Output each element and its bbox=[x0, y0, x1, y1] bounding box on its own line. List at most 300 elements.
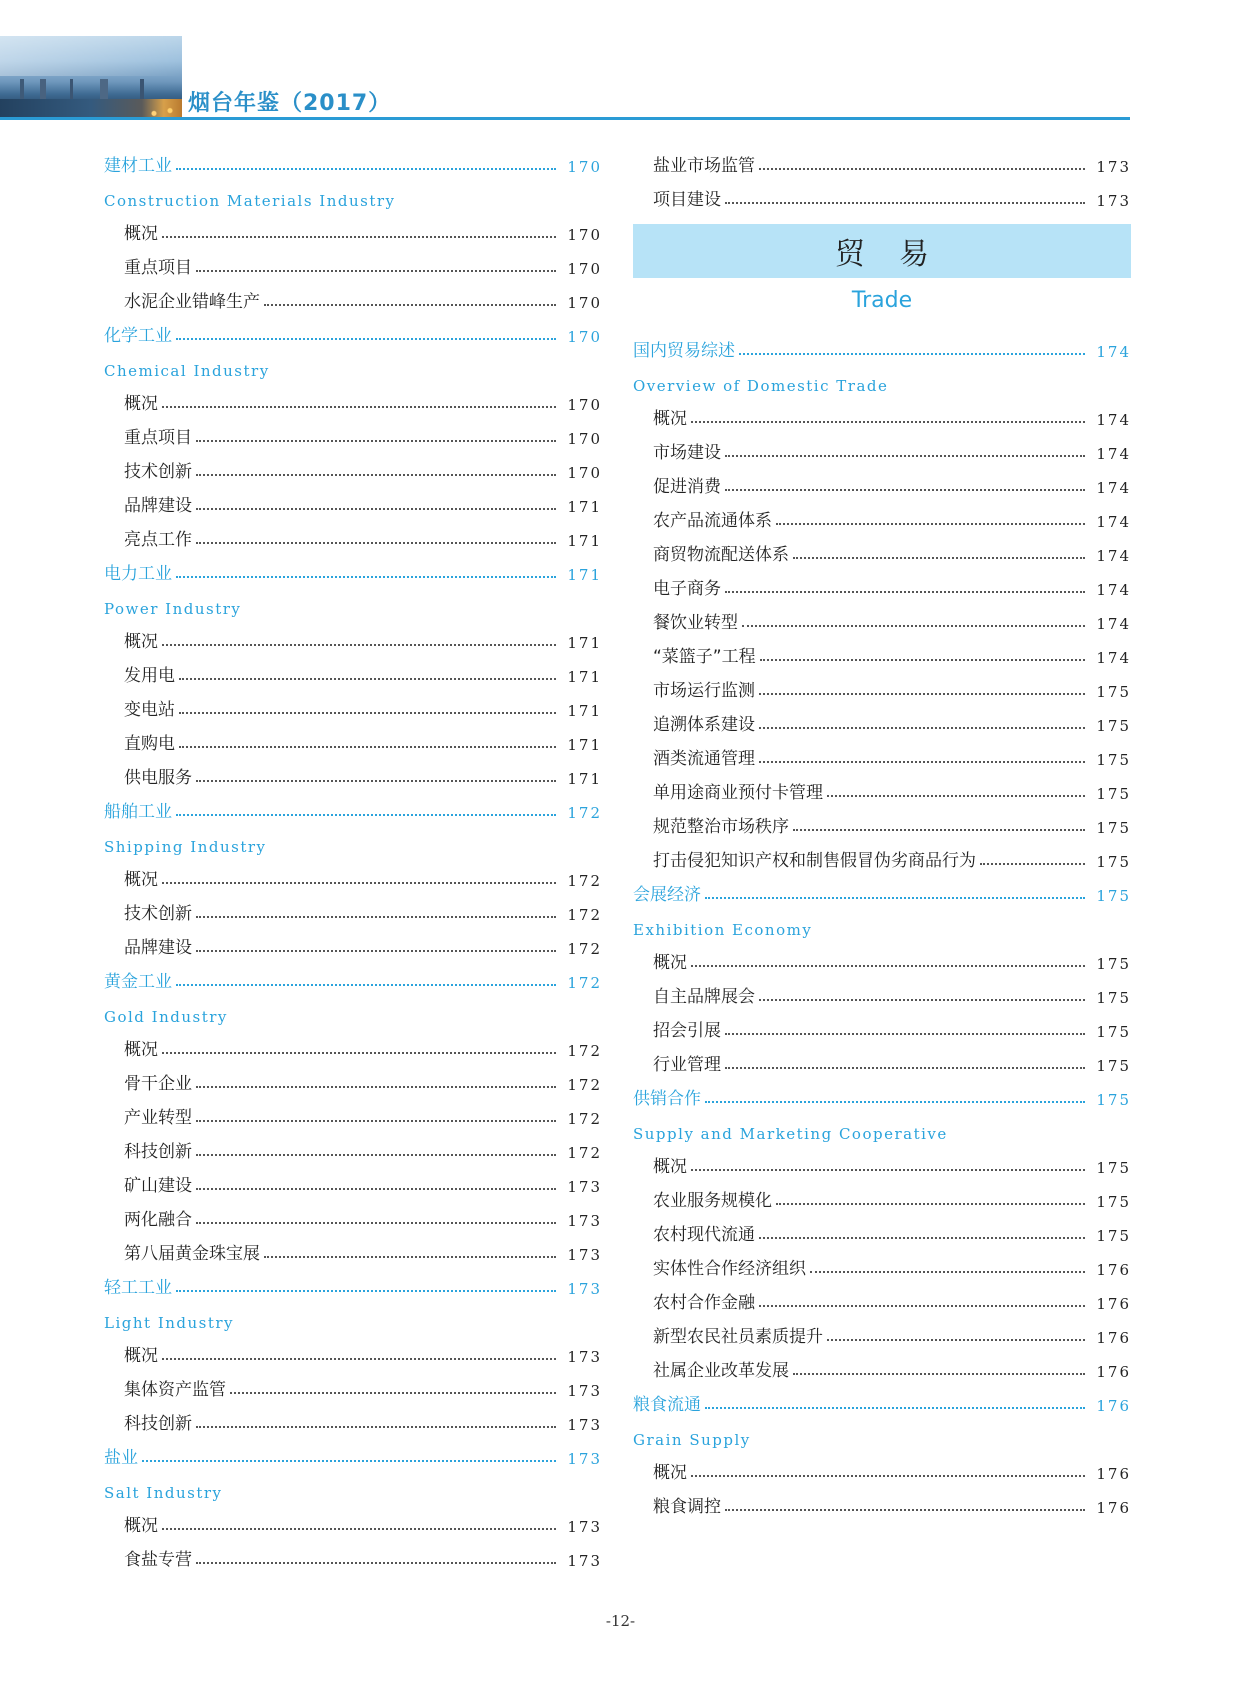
toc-section-entry[interactable] bbox=[633, 1075, 1131, 1109]
toc-section-english-title bbox=[633, 905, 1131, 939]
toc-section-entry[interactable] bbox=[633, 871, 1131, 905]
toc-section-english-title bbox=[104, 176, 602, 210]
dot-leader bbox=[162, 644, 556, 646]
dot-leader bbox=[162, 1358, 556, 1360]
dot-leader bbox=[196, 1426, 556, 1428]
dot-leader bbox=[827, 1339, 1085, 1341]
toc-entry-label: 酒类流通管理 bbox=[653, 749, 755, 769]
toc-entry-label: 黄金工业 bbox=[104, 972, 172, 992]
toc-entry-label: 粮食流通 bbox=[633, 1395, 701, 1415]
toc-entry-label: 概况 bbox=[124, 394, 158, 414]
toc-entry-label: Power Industry bbox=[104, 600, 242, 618]
toc-entry[interactable] bbox=[633, 1449, 1131, 1483]
toc-page-number: 170 bbox=[567, 158, 602, 176]
dot-leader bbox=[705, 1407, 1085, 1409]
dot-leader bbox=[196, 916, 556, 918]
toc-entry[interactable] bbox=[633, 1245, 1131, 1279]
toc-entry-label: Exhibition Economy bbox=[633, 921, 813, 939]
toc-page-number: 175 bbox=[1096, 955, 1131, 973]
dot-leader bbox=[759, 1237, 1085, 1239]
section-title: 贸易 bbox=[835, 237, 963, 272]
toc-entry[interactable] bbox=[104, 1502, 602, 1536]
toc-section-entry[interactable] bbox=[104, 312, 602, 346]
toc-entry-label: Supply and Marketing Cooperative bbox=[633, 1125, 948, 1143]
toc-entry-label: 两化融合 bbox=[124, 1210, 192, 1230]
dot-leader bbox=[742, 625, 1085, 627]
toc-page-number: 175 bbox=[1096, 1159, 1131, 1177]
toc-entry[interactable] bbox=[104, 1162, 602, 1196]
toc-entry[interactable] bbox=[633, 142, 1131, 176]
toc-entry[interactable] bbox=[104, 1230, 602, 1264]
toc-entry-label: 科技创新 bbox=[124, 1142, 192, 1162]
toc-entry[interactable] bbox=[104, 1060, 602, 1094]
toc-page-number: 175 bbox=[1096, 683, 1131, 701]
toc-entry[interactable] bbox=[633, 463, 1131, 497]
toc-entry-label: 概况 bbox=[653, 409, 687, 429]
toc-entry[interactable] bbox=[104, 1196, 602, 1230]
toc-page-number: 175 bbox=[1096, 819, 1131, 837]
toc-left-column bbox=[104, 142, 602, 1570]
toc-entry-label: 重点项目 bbox=[124, 258, 192, 278]
toc-page-number: 174 bbox=[1096, 547, 1131, 565]
toc-section-english-title bbox=[633, 361, 1131, 395]
dot-leader bbox=[705, 897, 1085, 899]
toc-entry[interactable] bbox=[633, 1007, 1131, 1041]
toc-entry-label: 追溯体系建设 bbox=[653, 715, 755, 735]
toc-entry-label: Construction Materials Industry bbox=[104, 192, 396, 210]
toc-entry[interactable] bbox=[633, 395, 1131, 429]
toc-entry[interactable] bbox=[104, 1094, 602, 1128]
toc-entry-label: 餐饮业转型 bbox=[653, 613, 738, 633]
toc-page-number: 173 bbox=[567, 1382, 602, 1400]
section-banner-trade bbox=[633, 224, 1131, 278]
toc-page-number: 175 bbox=[1096, 1057, 1131, 1075]
toc-entry-label: 农业服务规模化 bbox=[653, 1191, 772, 1211]
toc-entry-label: 国内贸易综述 bbox=[633, 341, 735, 361]
toc-page-number: 176 bbox=[1096, 1261, 1131, 1279]
toc-page-number: 171 bbox=[567, 770, 602, 788]
toc-entry[interactable] bbox=[104, 1332, 602, 1366]
toc-section-entry[interactable] bbox=[633, 1381, 1131, 1415]
toc-page-number: 175 bbox=[1096, 1227, 1131, 1245]
toc-section-entry[interactable] bbox=[104, 788, 602, 822]
toc-entry[interactable] bbox=[633, 429, 1131, 463]
toc-entry-label: 变电站 bbox=[124, 700, 175, 720]
toc-entry-label: 概况 bbox=[124, 870, 158, 890]
toc-entry[interactable] bbox=[104, 1536, 602, 1570]
toc-entry-label: Shipping Industry bbox=[104, 838, 267, 856]
dot-leader bbox=[196, 1188, 556, 1190]
page-number: -12- bbox=[605, 1612, 636, 1630]
dot-leader bbox=[176, 338, 556, 340]
dot-leader bbox=[759, 727, 1085, 729]
toc-page-number: 172 bbox=[567, 974, 602, 992]
dot-leader bbox=[691, 1169, 1085, 1171]
dot-leader bbox=[776, 523, 1085, 525]
toc-entry-label: Light Industry bbox=[104, 1314, 235, 1332]
toc-entry-label: 科技创新 bbox=[124, 1414, 192, 1434]
toc-page-number: 176 bbox=[1096, 1295, 1131, 1313]
toc-entry-label: 电力工业 bbox=[104, 564, 172, 584]
toc-entry-label: 供电服务 bbox=[124, 768, 192, 788]
toc-page-number: 170 bbox=[567, 430, 602, 448]
toc-right-column bbox=[633, 142, 1131, 1517]
toc-entry-label: 农村现代流通 bbox=[653, 1225, 755, 1245]
dot-leader bbox=[759, 761, 1085, 763]
dot-leader bbox=[179, 746, 556, 748]
dot-leader bbox=[776, 1203, 1085, 1205]
dot-leader bbox=[264, 304, 556, 306]
toc-section-entry[interactable] bbox=[104, 142, 602, 176]
dot-leader bbox=[176, 814, 556, 816]
toc-entry-label: 水泥企业错峰生产 bbox=[124, 292, 260, 312]
toc-section-entry[interactable] bbox=[104, 550, 602, 584]
toc-entry-label: 重点项目 bbox=[124, 428, 192, 448]
toc-entry-label: 新型农民社员素质提升 bbox=[653, 1327, 823, 1347]
toc-page-number: 175 bbox=[1096, 1023, 1131, 1041]
toc-entry-label: 电子商务 bbox=[653, 579, 721, 599]
toc-page-number: 171 bbox=[567, 736, 602, 754]
toc-page-number: 175 bbox=[1096, 717, 1131, 735]
dot-leader bbox=[196, 1222, 556, 1224]
toc-page-number: 176 bbox=[1096, 1465, 1131, 1483]
toc-entry-label: 项目建设 bbox=[653, 190, 721, 210]
toc-entry-label: 概况 bbox=[124, 224, 158, 244]
dot-leader bbox=[179, 678, 556, 680]
toc-page-number: 172 bbox=[567, 1144, 602, 1162]
toc-section-english-title bbox=[633, 1415, 1131, 1449]
toc-entry[interactable] bbox=[633, 1483, 1131, 1517]
toc-entry[interactable] bbox=[633, 1177, 1131, 1211]
toc-entry-label: Grain Supply bbox=[633, 1431, 751, 1449]
toc-entry-label: Overview of Domestic Trade bbox=[633, 377, 889, 395]
dot-leader bbox=[725, 489, 1085, 491]
toc-section-english-title bbox=[104, 822, 602, 856]
toc-entry[interactable] bbox=[633, 176, 1131, 210]
toc-page-number: 173 bbox=[567, 1178, 602, 1196]
toc-page-number: 172 bbox=[567, 804, 602, 822]
toc-page-number: 174 bbox=[1096, 615, 1131, 633]
section-subtitle: Trade bbox=[851, 288, 913, 313]
city-skyline-photo bbox=[0, 36, 182, 119]
toc-entry-label: 盐业 bbox=[104, 1448, 138, 1468]
dot-leader bbox=[179, 712, 556, 714]
toc-page-number: 170 bbox=[567, 396, 602, 414]
toc-page-number: 171 bbox=[567, 566, 602, 584]
dot-leader bbox=[196, 508, 556, 510]
yearbook-title: 烟台年鉴（2017） bbox=[188, 91, 392, 116]
toc-page-number: 175 bbox=[1096, 1193, 1131, 1211]
toc-entry-label: 打击侵犯知识产权和制售假冒伪劣商品行为 bbox=[653, 851, 976, 871]
dot-leader bbox=[162, 882, 556, 884]
toc-entry[interactable] bbox=[633, 1279, 1131, 1313]
toc-entry-label: 产业转型 bbox=[124, 1108, 192, 1128]
toc-entry-label: 概况 bbox=[653, 1463, 687, 1483]
toc-page-number: 176 bbox=[1096, 1329, 1131, 1347]
toc-entry[interactable] bbox=[104, 618, 602, 652]
toc-page-number: 171 bbox=[567, 702, 602, 720]
toc-page-number: 175 bbox=[1096, 751, 1131, 769]
toc-page-number: 173 bbox=[567, 1280, 602, 1298]
dot-leader bbox=[793, 829, 1085, 831]
dot-leader bbox=[725, 591, 1085, 593]
dot-leader bbox=[196, 1562, 556, 1564]
toc-entry[interactable] bbox=[104, 652, 602, 686]
toc-entry-label: 商贸物流配送体系 bbox=[653, 545, 789, 565]
dot-leader bbox=[759, 693, 1085, 695]
toc-page-number: 174 bbox=[1096, 411, 1131, 429]
toc-entry[interactable] bbox=[633, 735, 1131, 769]
toc-section-entry[interactable] bbox=[104, 1264, 602, 1298]
dot-leader bbox=[691, 1475, 1085, 1477]
toc-page-number: 173 bbox=[567, 1348, 602, 1366]
dot-leader bbox=[196, 270, 556, 272]
toc-page-number: 176 bbox=[1096, 1397, 1131, 1415]
toc-entry-label: 品牌建设 bbox=[124, 938, 192, 958]
dot-leader bbox=[196, 474, 556, 476]
dot-leader bbox=[739, 353, 1085, 355]
toc-page-number: 174 bbox=[1096, 513, 1131, 531]
dot-leader bbox=[196, 1154, 556, 1156]
toc-page-number: 174 bbox=[1096, 581, 1131, 599]
dot-leader bbox=[725, 1067, 1085, 1069]
dot-leader bbox=[196, 780, 556, 782]
dot-leader bbox=[691, 421, 1085, 423]
dot-leader bbox=[827, 795, 1085, 797]
toc-entry-label: 概况 bbox=[653, 953, 687, 973]
toc-page-number: 174 bbox=[1096, 343, 1131, 361]
dot-leader bbox=[810, 1271, 1085, 1273]
toc-entry[interactable] bbox=[633, 1347, 1131, 1381]
toc-entry[interactable] bbox=[633, 1211, 1131, 1245]
toc-entry[interactable] bbox=[104, 380, 602, 414]
toc-entry-label: 直购电 bbox=[124, 734, 175, 754]
toc-page-number: 171 bbox=[567, 668, 602, 686]
toc-page-number: 171 bbox=[567, 498, 602, 516]
toc-page-number: 173 bbox=[567, 1246, 602, 1264]
toc-entry[interactable] bbox=[633, 531, 1131, 565]
toc-page-number: 170 bbox=[567, 464, 602, 482]
dot-leader bbox=[725, 455, 1085, 457]
toc-entry-label: 会展经济 bbox=[633, 885, 701, 905]
toc-entry[interactable] bbox=[633, 769, 1131, 803]
dot-leader bbox=[725, 202, 1085, 204]
dot-leader bbox=[162, 406, 556, 408]
toc-page-number: 173 bbox=[1096, 192, 1131, 210]
toc-entry-label: 单用途商业预付卡管理 bbox=[653, 783, 823, 803]
dot-leader bbox=[759, 999, 1085, 1001]
toc-entry[interactable] bbox=[104, 754, 602, 788]
toc-entry-label: 概况 bbox=[124, 1040, 158, 1060]
toc-entry-label: 化学工业 bbox=[104, 326, 172, 346]
toc-entry-label: “菜篮子”工程 bbox=[653, 647, 756, 667]
toc-entry-label: 实体性合作经济组织 bbox=[653, 1259, 806, 1279]
toc-page-number: 176 bbox=[1096, 1499, 1131, 1517]
dot-leader bbox=[725, 1509, 1085, 1511]
toc-entry[interactable] bbox=[104, 448, 602, 482]
toc-entry[interactable] bbox=[104, 210, 602, 244]
toc-section-english-title bbox=[104, 1468, 602, 1502]
dot-leader bbox=[705, 1101, 1085, 1103]
toc-page-number: 172 bbox=[567, 1110, 602, 1128]
toc-entry[interactable] bbox=[104, 244, 602, 278]
toc-entry-label: 农产品流通体系 bbox=[653, 511, 772, 531]
toc-entry[interactable] bbox=[633, 1143, 1131, 1177]
toc-section-entry[interactable] bbox=[633, 327, 1131, 361]
toc-entry-label: 集体资产监管 bbox=[124, 1380, 226, 1400]
page-header bbox=[0, 0, 1241, 125]
toc-entry-label: 招会引展 bbox=[653, 1021, 721, 1041]
toc-entry[interactable] bbox=[633, 667, 1131, 701]
toc-entry-label: 市场运行监测 bbox=[653, 681, 755, 701]
toc-entry-label: 骨干企业 bbox=[124, 1074, 192, 1094]
toc-entry-label: 概况 bbox=[124, 1516, 158, 1536]
toc-page-number: 173 bbox=[567, 1212, 602, 1230]
toc-page-number: 173 bbox=[567, 1552, 602, 1570]
toc-section-entry[interactable] bbox=[104, 958, 602, 992]
toc-entry[interactable] bbox=[104, 924, 602, 958]
toc-entry-label: 供销合作 bbox=[633, 1089, 701, 1109]
dot-leader bbox=[230, 1392, 556, 1394]
toc-entry-label: Chemical Industry bbox=[104, 362, 270, 380]
toc-entry-label: 亮点工作 bbox=[124, 530, 192, 550]
toc-entry-label: 促进消费 bbox=[653, 477, 721, 497]
dot-leader bbox=[793, 1373, 1085, 1375]
toc-section-english-title bbox=[104, 1298, 602, 1332]
toc-entry[interactable] bbox=[104, 516, 602, 550]
toc-entry-label: 品牌建设 bbox=[124, 496, 192, 516]
toc-entry-label: 农村合作金融 bbox=[653, 1293, 755, 1313]
toc-entry-label: 概况 bbox=[653, 1157, 687, 1177]
toc-entry-label: 概况 bbox=[124, 1346, 158, 1366]
toc-entry[interactable] bbox=[104, 1026, 602, 1060]
toc-entry[interactable] bbox=[104, 1366, 602, 1400]
toc-section-entry[interactable] bbox=[104, 1434, 602, 1468]
dot-leader bbox=[176, 576, 556, 578]
dot-leader bbox=[196, 440, 556, 442]
toc-entry-label: Salt Industry bbox=[104, 1484, 223, 1502]
toc-entry[interactable] bbox=[104, 720, 602, 754]
toc-page-number: 170 bbox=[567, 328, 602, 346]
toc-section-english-title bbox=[104, 584, 602, 618]
toc-entry[interactable] bbox=[633, 497, 1131, 531]
dot-leader bbox=[176, 984, 556, 986]
toc-page-number: 172 bbox=[567, 1076, 602, 1094]
toc-entry-label: 粮食调控 bbox=[653, 1497, 721, 1517]
toc-entry[interactable] bbox=[104, 686, 602, 720]
toc-section-english-title bbox=[104, 992, 602, 1026]
toc-entry[interactable] bbox=[633, 973, 1131, 1007]
toc-entry[interactable] bbox=[633, 1041, 1131, 1075]
dot-leader bbox=[759, 168, 1085, 170]
toc-page-number: 171 bbox=[567, 634, 602, 652]
toc-page-number: 170 bbox=[567, 226, 602, 244]
toc-page-number: 172 bbox=[567, 906, 602, 924]
toc-entry-label: 市场建设 bbox=[653, 443, 721, 463]
toc-entry-label: 自主品牌展会 bbox=[653, 987, 755, 1007]
dot-leader bbox=[691, 965, 1085, 967]
toc-entry[interactable] bbox=[633, 837, 1131, 871]
dot-leader bbox=[176, 168, 556, 170]
toc-entry-label: 技术创新 bbox=[124, 904, 192, 924]
toc-entry-label: 第八届黄金珠宝展 bbox=[124, 1244, 260, 1264]
dot-leader bbox=[264, 1256, 556, 1258]
toc-entry-label: 行业管理 bbox=[653, 1055, 721, 1075]
toc-page-number: 175 bbox=[1096, 785, 1131, 803]
toc-page-number: 172 bbox=[567, 872, 602, 890]
dot-leader bbox=[196, 1086, 556, 1088]
dot-leader bbox=[142, 1460, 556, 1462]
toc-entry[interactable] bbox=[104, 1128, 602, 1162]
toc-page-number: 172 bbox=[567, 940, 602, 958]
toc-page-number: 173 bbox=[567, 1416, 602, 1434]
toc-page-number: 171 bbox=[567, 532, 602, 550]
toc-entry[interactable] bbox=[633, 565, 1131, 599]
dot-leader bbox=[196, 1120, 556, 1122]
toc-entry[interactable] bbox=[104, 890, 602, 924]
toc-page-number: 173 bbox=[567, 1518, 602, 1536]
toc-page-number: 172 bbox=[567, 1042, 602, 1060]
dot-leader bbox=[793, 557, 1085, 559]
toc-entry[interactable] bbox=[633, 701, 1131, 735]
toc-page-number: 175 bbox=[1096, 887, 1131, 905]
dot-leader bbox=[980, 863, 1085, 865]
toc-page-number: 174 bbox=[1096, 479, 1131, 497]
toc-entry-label: 规范整治市场秩序 bbox=[653, 817, 789, 837]
toc-page-number: 175 bbox=[1096, 1091, 1131, 1109]
toc-entry[interactable] bbox=[633, 633, 1131, 667]
toc-entry[interactable] bbox=[104, 278, 602, 312]
dot-leader bbox=[162, 1528, 556, 1530]
toc-entry-label: Gold Industry bbox=[104, 1008, 228, 1026]
toc-entry[interactable] bbox=[633, 1313, 1131, 1347]
toc-entry[interactable] bbox=[104, 856, 602, 890]
toc-page-number: 170 bbox=[567, 294, 602, 312]
toc-entry[interactable] bbox=[633, 803, 1131, 837]
toc-section-english-title bbox=[104, 346, 602, 380]
toc-page-number: 176 bbox=[1096, 1363, 1131, 1381]
toc-entry-label: 食盐专营 bbox=[124, 1550, 192, 1570]
toc-entry[interactable] bbox=[104, 1400, 602, 1434]
dot-leader bbox=[176, 1290, 556, 1292]
toc-page-number: 170 bbox=[567, 260, 602, 278]
toc-entry-label: 矿山建设 bbox=[124, 1176, 192, 1196]
dot-leader bbox=[162, 236, 556, 238]
toc-entry-label: 建材工业 bbox=[104, 156, 172, 176]
dot-leader bbox=[162, 1052, 556, 1054]
toc-section-english-title bbox=[633, 1109, 1131, 1143]
dot-leader bbox=[759, 1305, 1085, 1307]
toc-entry[interactable] bbox=[633, 599, 1131, 633]
toc-page-number: 175 bbox=[1096, 989, 1131, 1007]
toc-entry-label: 船舶工业 bbox=[104, 802, 172, 822]
toc-entry-label: 概况 bbox=[124, 632, 158, 652]
toc-entry-label: 发用电 bbox=[124, 666, 175, 686]
header-divider bbox=[0, 117, 1130, 120]
dot-leader bbox=[725, 1033, 1085, 1035]
toc-entry[interactable] bbox=[633, 939, 1131, 973]
toc-entry[interactable] bbox=[104, 414, 602, 448]
toc-page-number: 173 bbox=[1096, 158, 1131, 176]
toc-entry-label: 盐业市场监管 bbox=[653, 156, 755, 176]
toc-entry-label: 社属企业改革发展 bbox=[653, 1361, 789, 1381]
toc-page-number: 174 bbox=[1096, 649, 1131, 667]
toc-page-number: 174 bbox=[1096, 445, 1131, 463]
toc-entry[interactable] bbox=[104, 482, 602, 516]
toc-entry-label: 轻工工业 bbox=[104, 1278, 172, 1298]
dot-leader bbox=[760, 659, 1085, 661]
toc-page-number: 175 bbox=[1096, 853, 1131, 871]
